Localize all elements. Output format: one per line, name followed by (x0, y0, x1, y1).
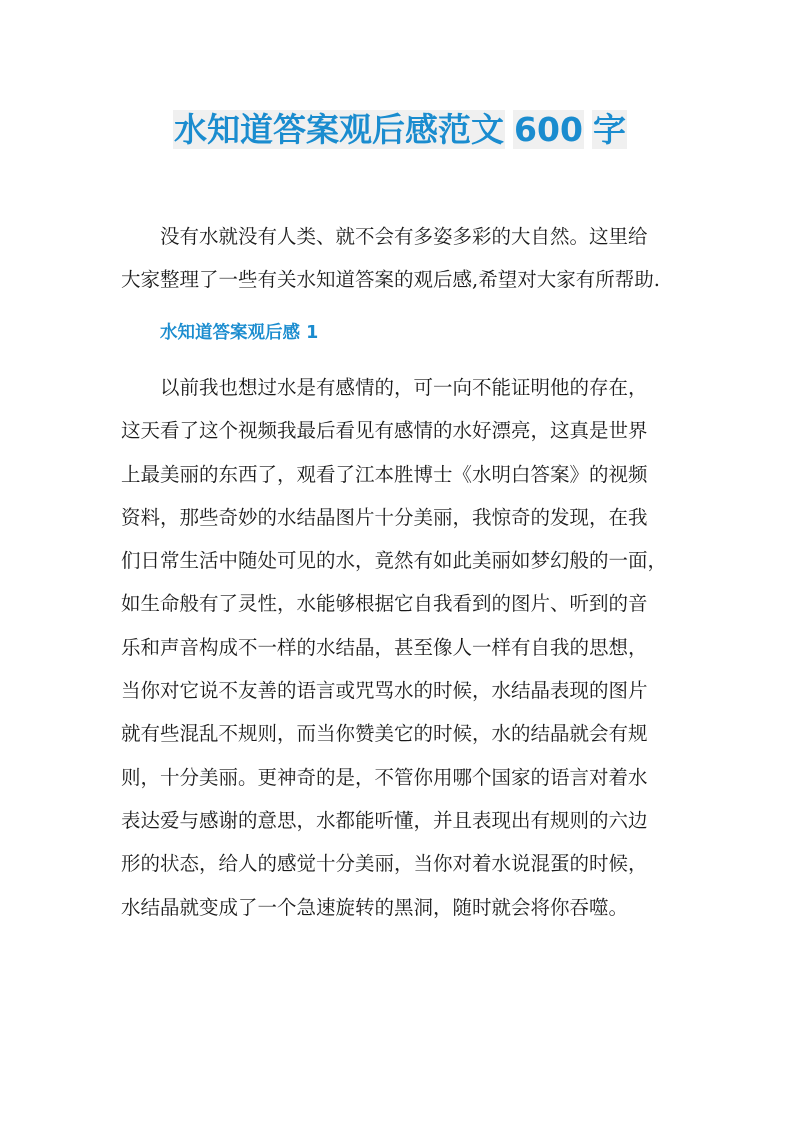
intro-text (121, 215, 681, 302)
body-line: 则，十分美丽。更神奇的是，不管你用哪个国家的语言对着水 (121, 765, 648, 789)
intro-line: 大家整理了一些有关水知道答案的观后感,希望对大家有所帮助. (121, 268, 660, 292)
document-title (0, 108, 800, 152)
section-heading: 水知道答案观后感 1 (160, 323, 319, 343)
body-line: 就有些混乱不规则，而当你赞美它的时候，水的结晶就会有规 (121, 722, 648, 746)
body-line: 们日常生活中随处可见的水，竟然有如此美丽如梦幻般的一面， (121, 549, 668, 573)
section-body (121, 366, 681, 929)
title-text-number: 600 (514, 110, 583, 149)
intro-line: 没有水就没有人类、就不会有多姿多彩的大自然。这里给 (160, 225, 648, 248)
section-paragraph (121, 366, 681, 929)
body-line: 以前我也想过水是有感情的，可一向不能证明他的存在， (160, 376, 648, 399)
body-line: 形的状态，给人的感觉十分美丽，当你对着水说混蛋的时候， (121, 852, 648, 876)
title-text-suffix: 字 (592, 110, 626, 149)
body-line: 如生命般有了灵性，水能够根据它自我看到的图片、听到的音 (121, 592, 648, 616)
body-line: 水结晶就变成了一个急速旋转的黑洞，随时就会将你吞噬。 (121, 895, 629, 919)
body-line: 当你对它说不友善的语言或咒骂水的时候，水结晶表现的图片 (121, 679, 648, 703)
body-line: 表达爱与感谢的意思，水都能听懂，并且表现出有规则的六边 (121, 808, 648, 832)
body-line: 乐和声音构成不一样的水结晶，甚至像人一样有自我的思想， (121, 635, 648, 659)
body-line: 上最美丽的东西了，观看了江本胜博士《水明白答案》的视频 (121, 462, 648, 486)
title-text-main: 水知道答案观后感范文 (174, 110, 505, 149)
body-line: 这天看了这个视频我最后看见有感情的水好漂亮，这真是世界 (121, 419, 648, 443)
intro-paragraph (121, 215, 681, 302)
body-line: 资料，那些奇妙的水结晶图片十分美丽，我惊奇的发现，在我 (121, 505, 648, 529)
